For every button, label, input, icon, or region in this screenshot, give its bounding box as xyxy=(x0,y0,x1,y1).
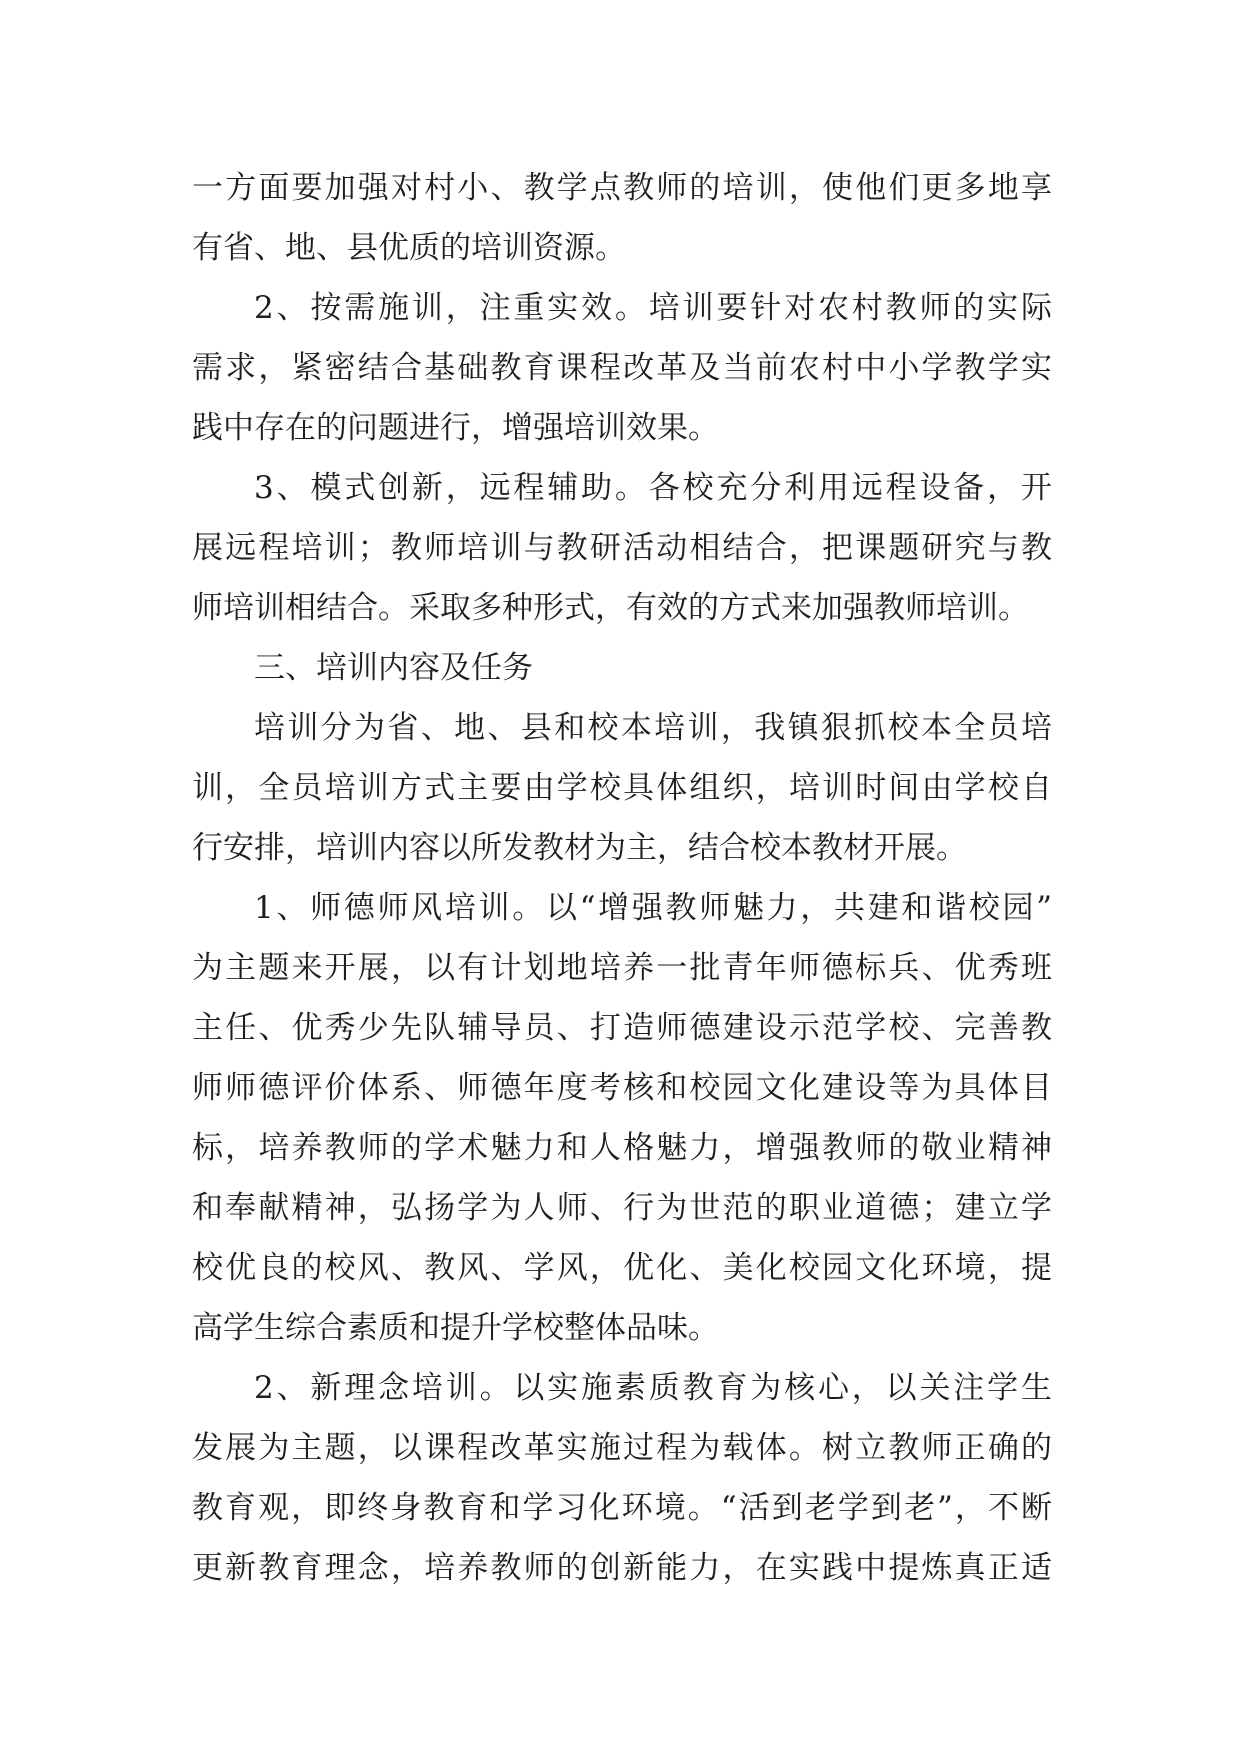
text-line: 3、模式创新，远程辅助。各校充分利用远程设备，开 xyxy=(254,470,1052,506)
text-line: 训，全员培训方式主要由学校具体组织，培训时间由学校自 xyxy=(192,770,1052,806)
text-line: 展远程培训；教师培训与教研活动相结合，把课题研究与教 xyxy=(192,530,1052,566)
text-line: 培训分为省、地、县和校本培训，我镇狠抓校本全员培 xyxy=(254,710,1052,746)
text-line: 2、新理念培训。以实施素质教育为核心，以关注学生 xyxy=(254,1370,1052,1406)
text-line: 标，培养教师的学术魅力和人格魅力，增强教师的敬业精神 xyxy=(192,1130,1052,1166)
text-line: 为主题来开展，以有计划地培养一批青年师德标兵、优秀班 xyxy=(192,950,1052,986)
text-line: 有省、地、县优质的培训资源。 xyxy=(192,230,626,266)
text-line: 师培训相结合。采取多种形式，有效的方式来加强教师培训。 xyxy=(192,590,1029,626)
text-line: 主任、优秀少先队辅导员、打造师德建设示范学校、完善教 xyxy=(192,1010,1052,1046)
text-line: 更新教育理念，培养教师的创新能力，在实践中提炼真正适 xyxy=(192,1550,1052,1586)
document-body xyxy=(192,158,1052,1598)
text-line: 行安排，培训内容以所发教材为主，结合校本教材开展。 xyxy=(192,830,967,866)
text-line: 师师德评价体系、师德年度考核和校园文化建设等为具体目 xyxy=(192,1070,1052,1106)
text-line: 需求，紧密结合基础教育课程改革及当前农村中小学教学实 xyxy=(192,350,1052,386)
text-line: 1、师德师风培训。以“增强教师魅力，共建和谐校园” xyxy=(254,890,1052,926)
text-line: 和奉献精神，弘扬学为人师、行为世范的职业道德；建立学 xyxy=(192,1190,1052,1226)
text-line: 校优良的校风、教风、学风，优化、美化校园文化环境，提 xyxy=(192,1250,1052,1286)
text-line: 一方面要加强对村小、教学点教师的培训，使他们更多地享 xyxy=(192,170,1052,206)
text-line: 教育观，即终身教育和学习化环境。“活到老学到老”，不断 xyxy=(192,1490,1052,1526)
text-line: 三、培训内容及任务 xyxy=(254,650,533,686)
text-line: 发展为主题，以课程改革实施过程为载体。树立教师正确的 xyxy=(192,1430,1052,1466)
text-line: 践中存在的问题进行，增强培训效果。 xyxy=(192,410,719,446)
text-line: 高学生综合素质和提升学校整体品味。 xyxy=(192,1310,719,1346)
text-line: 2、按需施训，注重实效。培训要针对农村教师的实际 xyxy=(254,290,1052,326)
